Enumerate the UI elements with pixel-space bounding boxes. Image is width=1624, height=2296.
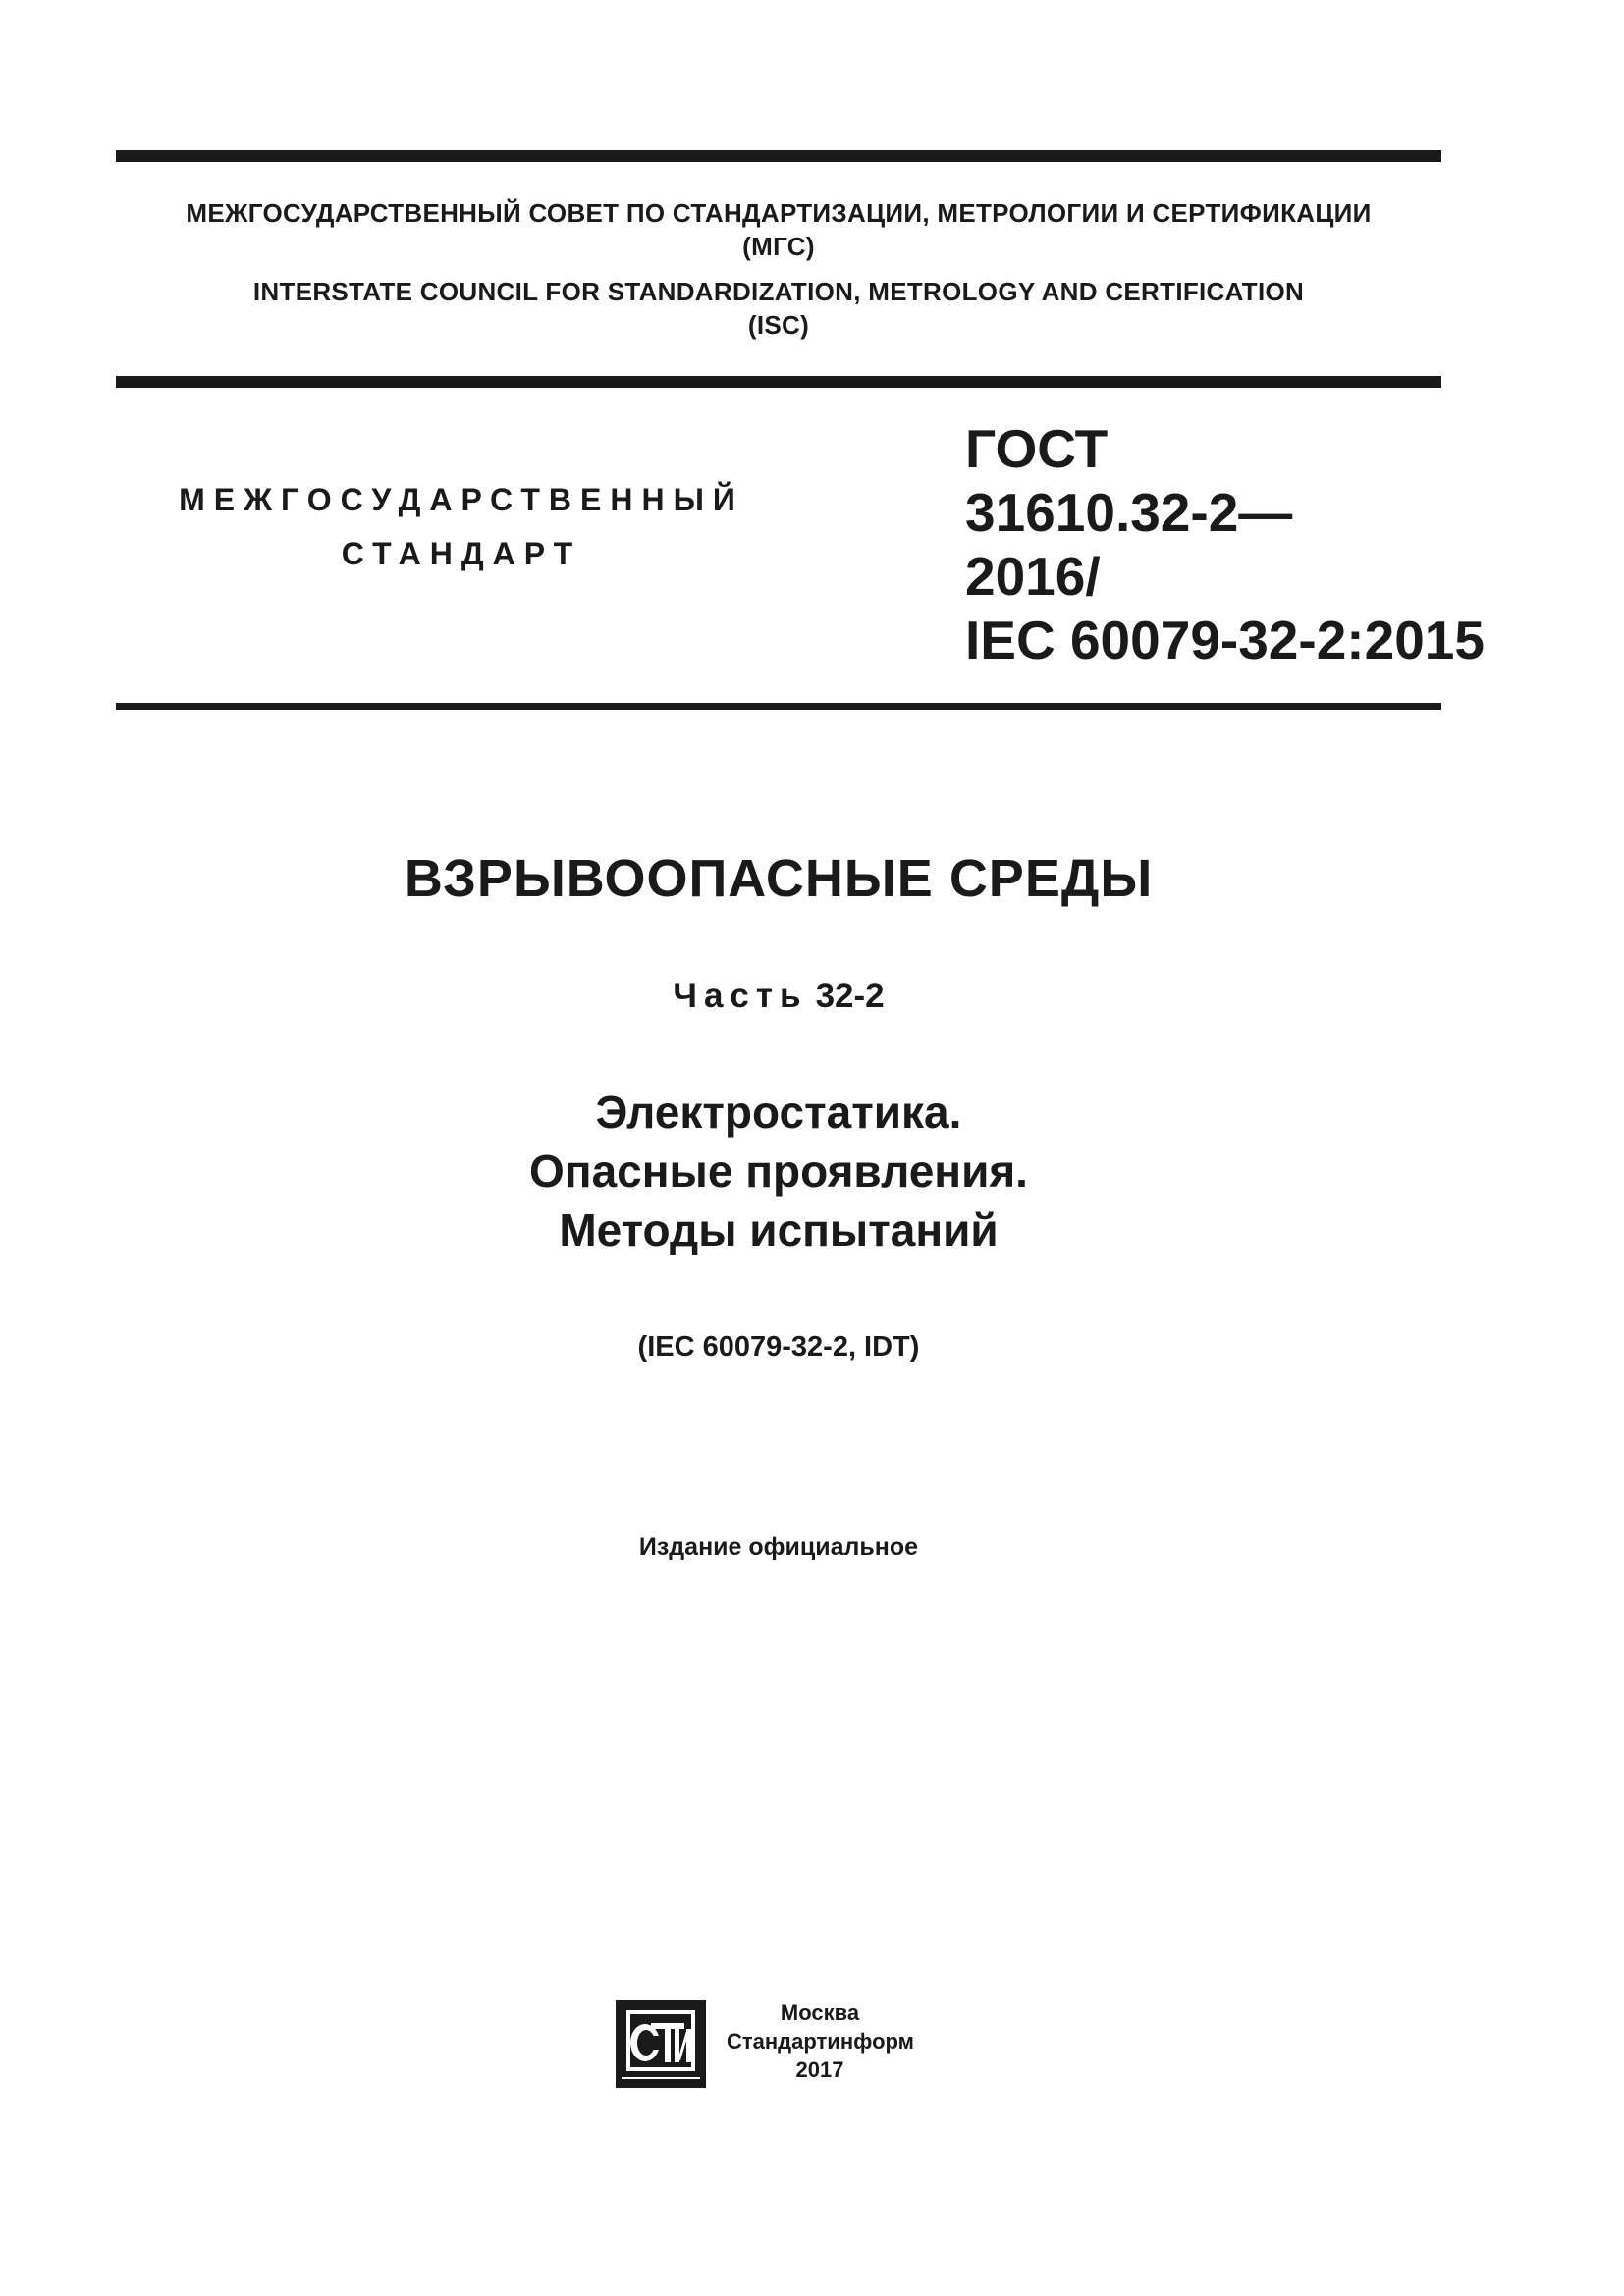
council-name-en: INTERSTATE COUNCIL FOR STANDARDIZATION, METROLOGY AND CERTIFICATION	[252, 277, 1305, 306]
subtitle-line2: Опасные проявления.	[529, 1146, 1028, 1197]
standard-type-line2: СТАНДАРТ	[341, 536, 582, 571]
middle-divider	[116, 376, 1441, 388]
council-abbr-ru: (МГС)	[742, 232, 815, 261]
edition-note: Издание официальное	[638, 1533, 919, 1561]
standartinform-logo-icon	[616, 2000, 706, 2088]
document-title: ВЗРЫВООПАСНЫЕ СРЕДЫ	[404, 849, 1154, 908]
standard-designation	[965, 417, 1485, 672]
lower-divider	[116, 703, 1441, 710]
publisher-name: Стандартинформ	[727, 2029, 914, 2054]
standard-type-line1: МЕЖГОСУДАРСТВЕННЫЙ	[179, 482, 744, 517]
council-abbr-en: (ISC)	[747, 310, 810, 340]
designation-line4: IEC 60079-32-2:2015	[965, 610, 1485, 670]
logo-lettering: СТИ	[661, 2086, 664, 2087]
designation-line1: ГОСТ	[965, 418, 1109, 479]
subtitle-line1: Электростатика.	[595, 1087, 962, 1138]
part-word: Часть	[673, 977, 808, 1015]
publisher-city: Москва	[780, 2001, 860, 2025]
council-name-ru: МЕЖГОСУДАРСТВЕННЫЙ СОВЕТ ПО СТАНДАРТИЗАЦИИ, МЕТРОЛОГИИ И СЕРТИФИКАЦИИ	[186, 198, 1372, 228]
document-subtitle	[116, 1083, 1441, 1259]
council-header	[116, 196, 1441, 342]
designation-line2: 31610.32-2—	[965, 482, 1293, 543]
top-divider	[116, 150, 1441, 162]
part-label	[116, 972, 1441, 1021]
subtitle-line3: Методы испытаний	[559, 1204, 999, 1255]
part-number: 32-2	[815, 977, 885, 1015]
equivalence-note: (IEC 60079-32-2, IDT)	[637, 1331, 920, 1362]
publisher-year: 2017	[795, 2057, 844, 2082]
standard-type	[128, 473, 795, 581]
publisher-block	[727, 1999, 913, 2084]
designation-line3: 2016/	[965, 546, 1101, 607]
